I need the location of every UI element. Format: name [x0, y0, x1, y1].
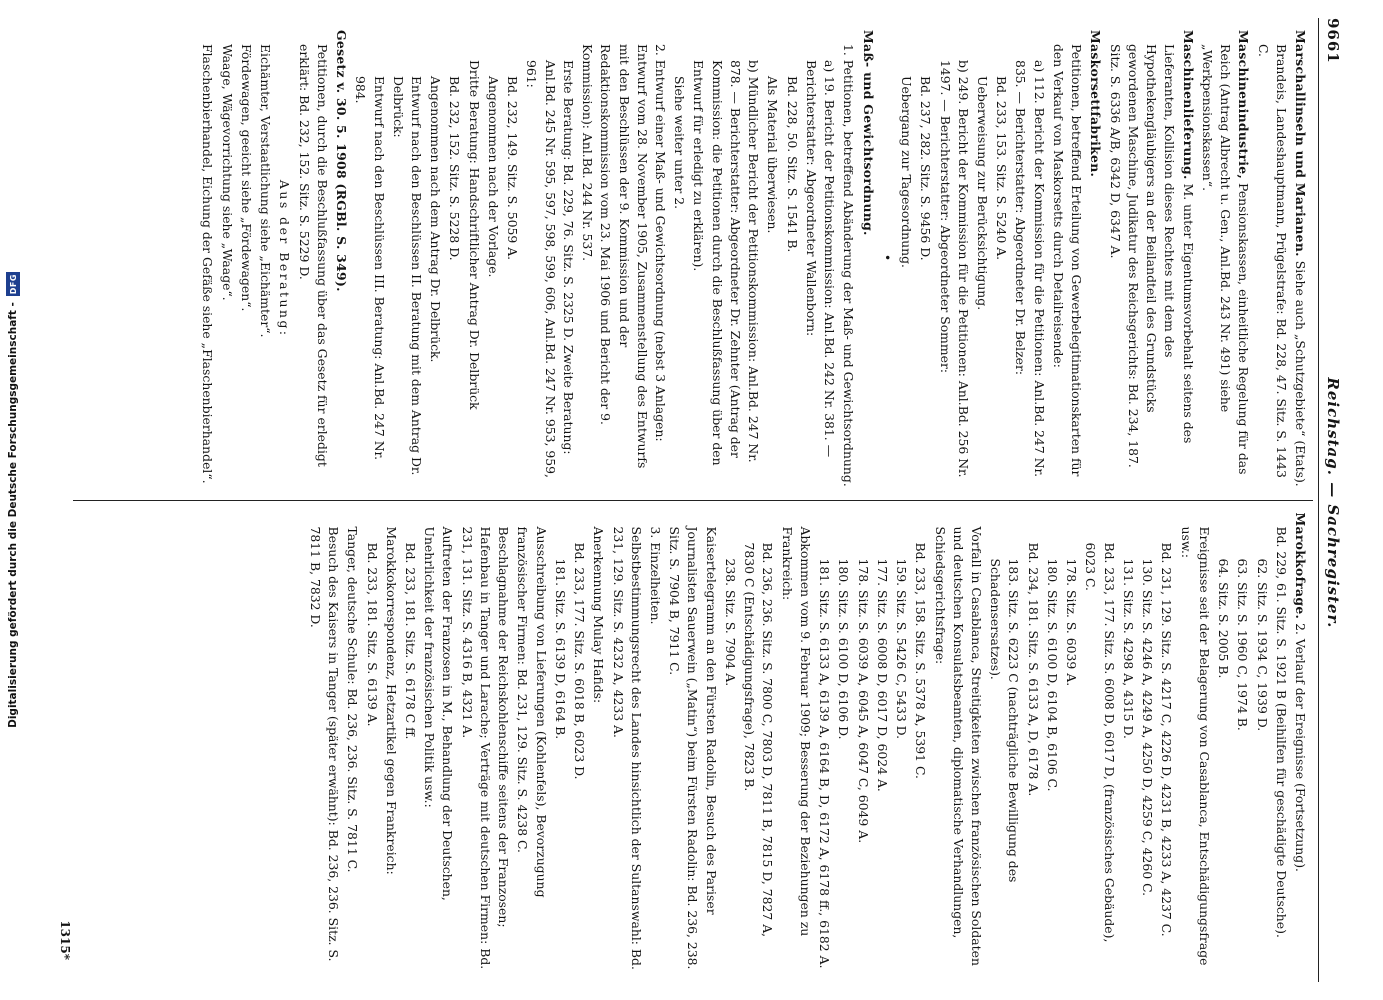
register-entry [464, 30, 482, 488]
entry-text: Flaschenbierhandel, Eichung der Gefäße siehe „Flaschenbierhandel“. [199, 44, 215, 484]
page-number: 9661 [1323, 18, 1342, 64]
register-entry [986, 513, 1022, 971]
entry-text: Siehe weiter unter 2. [671, 76, 687, 210]
entry-text: Bd. 233, 181. Sitz. S. 6139 A. [364, 542, 380, 727]
register-entry [720, 513, 738, 971]
register-entry [577, 30, 668, 488]
entry-text: 2. Entwurf einer Maß- und Gewichtsordnung (nebst 3 Anlagen: Entwurf vom 28. November 1905, Zusammenstellung des Entwurfs mit den Beschlüssen der 9. Kommission und der Redaktionskommission vom 23. Mai 1906 und Bericht der 9. Kommission): Anl.Bd. 244 Nr. 537. [579, 44, 668, 469]
register-entry [305, 513, 341, 971]
entry-text: Bd. 233, 158. Sitz. S. 5378 A, 5391 C. [912, 542, 928, 779]
entry-text: • [879, 253, 895, 264]
register-entry [814, 513, 832, 971]
register-entry [608, 513, 644, 971]
entry-text: Vorfall in Casablanca, Streitigkeiten zwischen französischen Soldaten und deutschen Konsulatsbeamten, diplomatische Verhandlungen, Schiedsgerichtsfrage: [932, 526, 984, 966]
register-entry [1118, 513, 1136, 971]
register-entry [777, 513, 813, 971]
register-entry [1042, 513, 1060, 971]
entry-text: M. unter Eigentumsvorbehalt seitens des Lieferanten, Kollision dieses Rechtes mit dem des Hypothekengläubigers an der Beilandteil des Grundstücks gewordenen Maschine, Judikatur des Reichsgerichts: Bd. 234, 187. Sitz. S. 6336 A/B, 6342 D, 6347 A. [1107, 44, 1196, 468]
entry-text: 64. Sitz. S. 2005 B. [1215, 558, 1231, 679]
register-entry [294, 30, 330, 488]
register-entry [763, 30, 781, 488]
entry-lemma: Maß- und Gewichtsordnung. [860, 30, 876, 236]
register-entry [217, 30, 235, 488]
entry-text: Bd. 233, 177. Sitz. S. 6008 D, 6017 D, (französisches Gebäude), 6023 C. [1082, 542, 1117, 943]
entry-text: Bd. 237, 282. Sitz. S. 9456 D. [917, 76, 933, 261]
register-entry [331, 30, 349, 488]
dfg-logo: DFG [6, 272, 20, 296]
entry-text: 3. Einzelheiten. [647, 526, 663, 625]
entry-text: Tanger, deutsche Schule: Bd. 236, 236. Sitz. S. 7811 C. [344, 526, 360, 873]
register-entry [569, 513, 587, 971]
entry-text: Beschlagnahme der Reichskohlenschiffe seitens der Franzosen; Hafenbau in Tanger und Larache; Verträge mit deutschen Firmen: Bd. 231, 131. Sitz. S. 4316 B, 4321 A. [459, 526, 511, 970]
entry-text: Auftreten der Franzosen in M., Behandlung der Deutschen, Unehrlichkeit der französischen Politik usw.: [421, 526, 455, 901]
register-entry [1105, 30, 1196, 488]
entry-text: Siehe auch „Schutzgebiete“ (Etats). [1292, 256, 1308, 487]
entry-text: Selbstbestimmungsrecht des Landes hinsichtlich der Sultanswahl: Bd. 231, 129. Sitz. S. 4232 A, 4233 A. [610, 526, 644, 970]
entry-text: 181. Sitz. S. 6133 A, 6139 A, 6164 B, D, 6172 A, 6178 ff., 6182 A. [816, 558, 832, 969]
register-entry [419, 513, 455, 971]
register-entry [916, 30, 934, 488]
register-entry [275, 30, 293, 488]
entry-lemma: Marokkofrage. [1292, 512, 1308, 620]
register-entry [782, 30, 800, 488]
entry-text: Ueberweisung zur Berücksichtigung. [974, 76, 990, 311]
entry-text: a) 112. Bericht der Kommission für die Petitionen: Anl.Bd. 247 Nr. 835. — Berichterstatter: Abgeordneter Dr. Belzer: [1012, 60, 1047, 478]
entry-text: Bd. 233, 153. Sitz. S. 5240 A. [993, 76, 1009, 261]
scanned-page [53, 10, 1353, 990]
left-column [73, 18, 1313, 501]
register-entry [834, 513, 852, 971]
register-entry [502, 30, 520, 488]
register-entry [425, 30, 443, 488]
register-entry [1213, 513, 1231, 971]
register-entry [1176, 513, 1212, 971]
register-entry [1252, 513, 1270, 971]
register-entry [877, 30, 895, 488]
entry-text: 238. Sitz. S. 7904 A. [722, 558, 738, 687]
register-entry [1253, 30, 1289, 488]
entry-text: Bd. 232, 149. Sitz. S. 5059 A. [504, 76, 520, 261]
entry-text: 181. Sitz. S. 6139 D, 6164 B. [552, 558, 568, 740]
register-entry [388, 30, 424, 488]
entry-text: 130. Sitz. S. 4246 A, 4249 A, 4250 D, 4259 C, 4260 C. [1139, 558, 1155, 897]
entry-text: Als Material überwiesen. [764, 76, 780, 234]
register-entry [992, 30, 1010, 488]
entry-text: Anerkennung Mulay Hafids: [590, 526, 606, 704]
register-entry [522, 30, 577, 488]
entry-text: Aus der Beratung: [276, 179, 292, 338]
register-entry [1157, 513, 1175, 971]
entry-text: 131. Sitz. S. 4298 A, 4315 D. [1120, 558, 1136, 739]
entry-text: Bd. 233, 181. Sitz. S. 6178 C ff. [402, 542, 418, 740]
entry-text: a) 19. Bericht der Petitionskommission: Anl.Bd. 242 Nr. 381. — Berichterstatter: Abgeordneter Wallenborn: [803, 60, 837, 458]
register-entry [801, 30, 837, 488]
entry-text: Abkommen vom 9. Februar 1909; Besserung der Beziehungen zu Frankreich: [779, 526, 813, 937]
entry-lemma: Maskorsettfabriken. [1087, 30, 1103, 178]
register-entry [457, 513, 512, 971]
register-entry [198, 30, 216, 488]
entry-text: 63. Sitz. S. 1960 C, 1974 B. [1234, 558, 1250, 731]
register-entry [1290, 513, 1308, 971]
entry-text: Entwurf nach den Beschlüssen III. Beratung: Anl.Bd. 247 Nr. 984. [352, 76, 387, 461]
register-entry [1023, 513, 1041, 971]
register-entry [1048, 30, 1084, 488]
register-entry [1081, 513, 1117, 971]
register-entry [589, 513, 607, 971]
entry-text: b) 249. Bericht der Kommission für die Petitionen: Anl.Bd. 256 Nr. 1497. — Berichterstatter: Abgeordneter Sommer: [937, 60, 971, 478]
right-column [73, 501, 1313, 983]
register-entry [739, 513, 775, 971]
register-entry [858, 30, 876, 488]
running-head: Reichstag. — Sachregister. [1323, 377, 1342, 629]
entry-text: 2. Verlauf der Ereignisse (Fortsetzung). [1292, 619, 1308, 872]
register-entry [483, 30, 501, 488]
entry-text: Erste Beratung: Bd. 229, 76. Sitz. S. 2325 D. Zweite Beratung: Anl.Bd. 245 Nr. 595, 597, 598, 599, 606, Anl.Bd. 247 Nr. 953, 959, 961: [523, 60, 576, 478]
entry-lemma: Gesetz v. 30. 5. 1908 (RGBl. S. 349). [333, 30, 349, 292]
entry-text: Bd. 229, 61. Sitz. S. 1921 B (Beihilfen für geschädigte Deutsche). [1273, 526, 1289, 938]
entry-text: Bd. 232, 152. Sitz. S. 5228 D. [446, 76, 462, 261]
register-entry [896, 30, 914, 488]
register-entry [400, 513, 418, 971]
entry-text: 183. Sitz. S. 6223 C (nachträgliche Bewilligung des Schadensersatzes). [987, 558, 1021, 883]
register-entry [1197, 30, 1252, 488]
digitization-credit-text [6, 10, 20, 990]
entry-text: Bd. 236, 236. Sitz. S. 7800 C, 7803 D, 7811 B, 7815 D, 7827 A, 7830 C (Entschädigungsfrage), 7823 B. [741, 542, 775, 938]
entry-text: Entwurf nach den Beschlüssen II. Beratung mit dem Antrag Dr. Delbrück: [390, 76, 424, 476]
entry-text: Eichämter, Verstaatlichung siehe „Eichämter“. [257, 44, 273, 338]
entry-text: Pensionskassen, einheitliche Regelung für das Reich (Antrag Albrecht u. Gen., Anl.Bd. 243 Nr. 491) siehe „Werkpensionskassen“. [1199, 44, 1251, 475]
entry-text: 178. Sitz. S. 6039 A, 6045 A, 6047 C, 6049 A. [855, 558, 871, 844]
register-entry [513, 513, 549, 971]
register-entry [255, 30, 273, 488]
register-entry [1233, 513, 1251, 971]
entry-text: Bd. 233, 177. Sitz. S. 6018 B, 6023 D. [571, 542, 587, 780]
entry-text: Kaisertelegramm an den Fürsten Radolin, Besuch des Pariser Journalisten Sauerwein („Matin“) beim Fürsten Radolin: Bd. 236, 238. Sitz. S. 7904 B, 7911 C. [666, 526, 719, 970]
register-entry [930, 513, 985, 971]
credit-text: Digitalisierung gefördert durch die Deutsche Forschungsgemeinschaft - [7, 302, 19, 728]
entry-lemma: Maschinenlieferung. [1180, 30, 1196, 180]
entry-text: 178. Sitz. S. 6039 A. [1063, 558, 1079, 687]
register-entry [362, 513, 380, 971]
register-entry [670, 30, 688, 488]
entry-text: 180. Sitz. S. 6100 D, 6106 D. [835, 558, 851, 740]
entry-lemma: Maschinenindustrie, [1235, 30, 1251, 180]
register-entry [853, 513, 871, 971]
entry-text: Bd. 234, 181. Sitz. S. 6133 A, D, 6178 A. [1025, 542, 1041, 797]
register-entry [911, 513, 929, 971]
entry-text: Marokkokorrespondenz, Hetzartikel gegen Frankreich: [383, 526, 399, 875]
register-entry [1086, 30, 1104, 488]
register-entry [891, 513, 909, 971]
register-entry [689, 30, 762, 488]
register-entry [550, 513, 568, 971]
entry-text: Bd. 228, 50. Sitz. S. 1541 B. [784, 76, 800, 253]
entry-text: 180. Sitz. S. 6100 D, 6104 B, 6106 C. [1044, 558, 1060, 792]
register-entry [1011, 30, 1047, 488]
entry-text: Dritte Beratung: Handschriftlicher Antrag Dr. Delbrück [466, 60, 482, 410]
register-entry [1271, 513, 1289, 971]
register-entry [1290, 30, 1308, 488]
printer-signature: 1315* [57, 920, 72, 960]
entry-text: Angenommen nach dem Antrag Dr. Delbrück. [427, 76, 443, 363]
entry-text: 177. Sitz. S. 6008 D, 6017 D, 6024 A. [874, 558, 890, 792]
register-entry [445, 30, 463, 488]
register-entry [972, 30, 990, 488]
entry-text: Petitionen, durch die Beschlußfassung über das Gesetz für erledigt erklärt: Bd. 232, 152. Sitz. S. 5229 D. [296, 44, 330, 467]
entry-lemma: Marschallinseln und Marianen. [1292, 30, 1308, 257]
entry-text: Bd. 231, 129. Sitz. S. 4217 C, 4226 D, 4231 B, 4233 A, 4237 C. [1158, 542, 1174, 937]
entry-text: b) Mündlicher Bericht der Petitionskommission: Anl.Bd. 247 Nr. 878. — Berichterstatter: Abgeordneter Dr. Zehnter (Antrag der Kommission: die Petitionen durch die Beschlußfassung über den Entwurf für erledigt zu erklären). [691, 60, 761, 466]
digitization-credit [2, 0, 24, 1000]
register-entry [381, 513, 399, 971]
register-entry [665, 513, 720, 971]
register-entry [1137, 513, 1155, 971]
register-entry [839, 30, 857, 488]
register-entry [343, 513, 361, 971]
entry-text: Waage, Wägevorrichtung siehe „Waage“. [219, 44, 235, 301]
entry-text: Uebergang zur Tagesordnung. [898, 76, 914, 268]
entry-text: Angenommen nach der Vorlage. [485, 76, 501, 278]
entry-text: Besuch des Kaisers in Tanger (später erwähnt): Bd. 236, 236. Sitz. S. 7811 B, 7832 D. [307, 526, 341, 962]
entry-text: Brandeis, Landeshauptmann, Prügelstrafe: Bd. 228, 47. Sitz. S. 1443 C. [1255, 44, 1289, 478]
entry-text: Petitionen, betreffend Erteilung von Gewerbelegitimationskarten für den Verkauf von Maskorsetts durch Detailreisende: [1050, 44, 1084, 477]
entry-text: Fördewagen, geeicht siehe „Fördewagen“. [238, 44, 254, 312]
entry-text: 1. Petitionen, betreffend Abänderung der Maß- und Gewichtsordnung. [840, 44, 856, 487]
entry-text: 62. Sitz. S. 1934 C, 1939 D. [1254, 558, 1270, 732]
register-entry [236, 30, 254, 488]
entry-text: 159. Sitz. S. 5426 C, 5433 D. [893, 558, 909, 740]
scanned-page-area [30, 8, 1375, 992]
register-entry [645, 513, 663, 971]
register-entry [351, 30, 387, 488]
register-entry [1061, 513, 1079, 971]
entry-text: Ausschreibung von Lieferungen (Kohlenfels), Bevorzugung französischer Firmen: Bd. 231, 129. Sitz. S. 4238 C. [514, 526, 549, 898]
register-columns [73, 18, 1313, 982]
entry-text: Ereignisse seit der Belagerung von Casablanca, Entschädigungsfrage usw.: [1178, 526, 1212, 966]
register-entry [935, 30, 971, 488]
page-header [1318, 18, 1347, 982]
register-entry [872, 513, 890, 971]
